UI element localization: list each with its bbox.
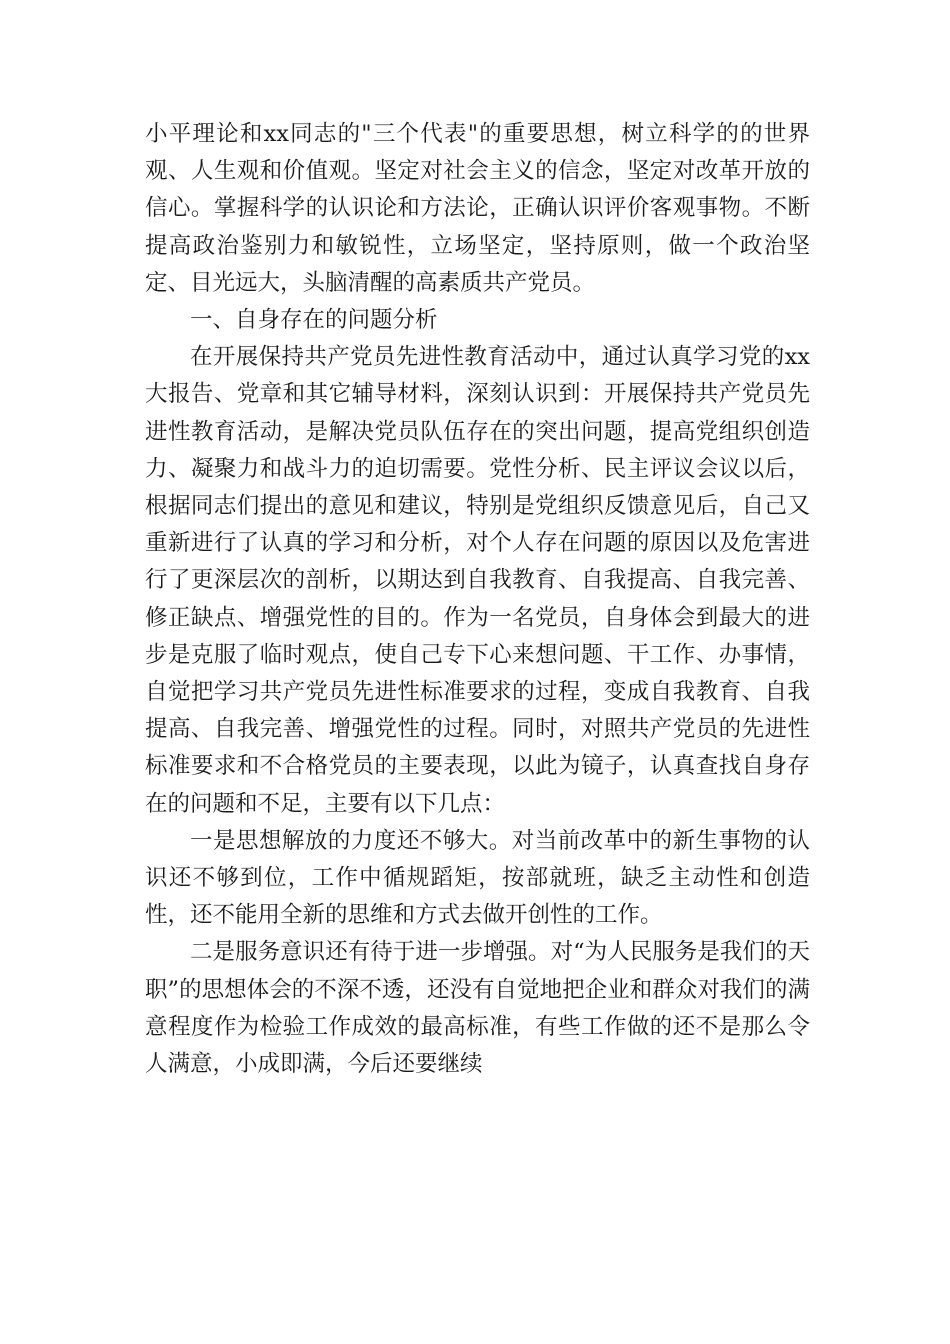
section-heading: 一、自身存在的问题分析 — [190, 307, 438, 334]
paragraph: 一是思想解放的力度还不够大。对当前改革中的新生事物的认识还不够到位，工作中循规蹈矩，按部就班，缺乏主动性和创造性，还不能用全新的思维和方式去做开创性的工作。 — [145, 827, 810, 929]
paragraph: 在开展保持共产党员先进性教育活动中，通过认真学习党的xx大报告、党章和其它辅导材料，深刻认识到：开展保持共产党员先进性教育活动，是解决党员队伍存在的突出问题，提高党组织创造力、凝聚力和战斗力的迫切需要。党性分析、民主评议会议以后，根据同志们提出的意见和建议，特别是党组织反馈意见后，自己又重新进行了认真的学习和分析，对个人存在问题的原因以及危害进行了更深层次的剖析，以期达到自我教育、自我提高、自我完善、修正缺点、增强党性的目的。作为一名党员，自身体会到最大的进步是克服了临时观点，使自己专下心来想问题、干工作、办事情，自觉把学习共产党员先进性标准要求的过程，变成自我教育、自我提高、自我完善、增强党性的过程。同时，对照共产党员的先进性标准要求和不合格党员的主要表现，以此为镜子，认真查找自身存在的问题和不足，主要有以下几点： — [145, 344, 810, 817]
document-body — [145, 116, 810, 1083]
paragraph: 二是服务意识还有待于进一步增强。对“为人民服务是我们的天职”的思想体会的不深不透，还没有自觉地把企业和群众对我们的满意程度作为检验工作成效的最高标准，有些工作做的还不是那么令人满意，小成即满，今后还要继续 — [145, 939, 810, 1078]
paragraph-continuation: 小平理论和xx同志的"三个代表"的重要思想，树立科学的的世界观、人生观和价值观。坚定对社会主义的信念，坚定对改革开放的信心。掌握科学的认识论和方法论，正确认识评价客观事物。不断提高政治鉴别力和敏锐性，立场坚定，坚持原则，做一个政治坚定、目光远大，头脑清醒的高素质共产党员。 — [145, 121, 810, 296]
